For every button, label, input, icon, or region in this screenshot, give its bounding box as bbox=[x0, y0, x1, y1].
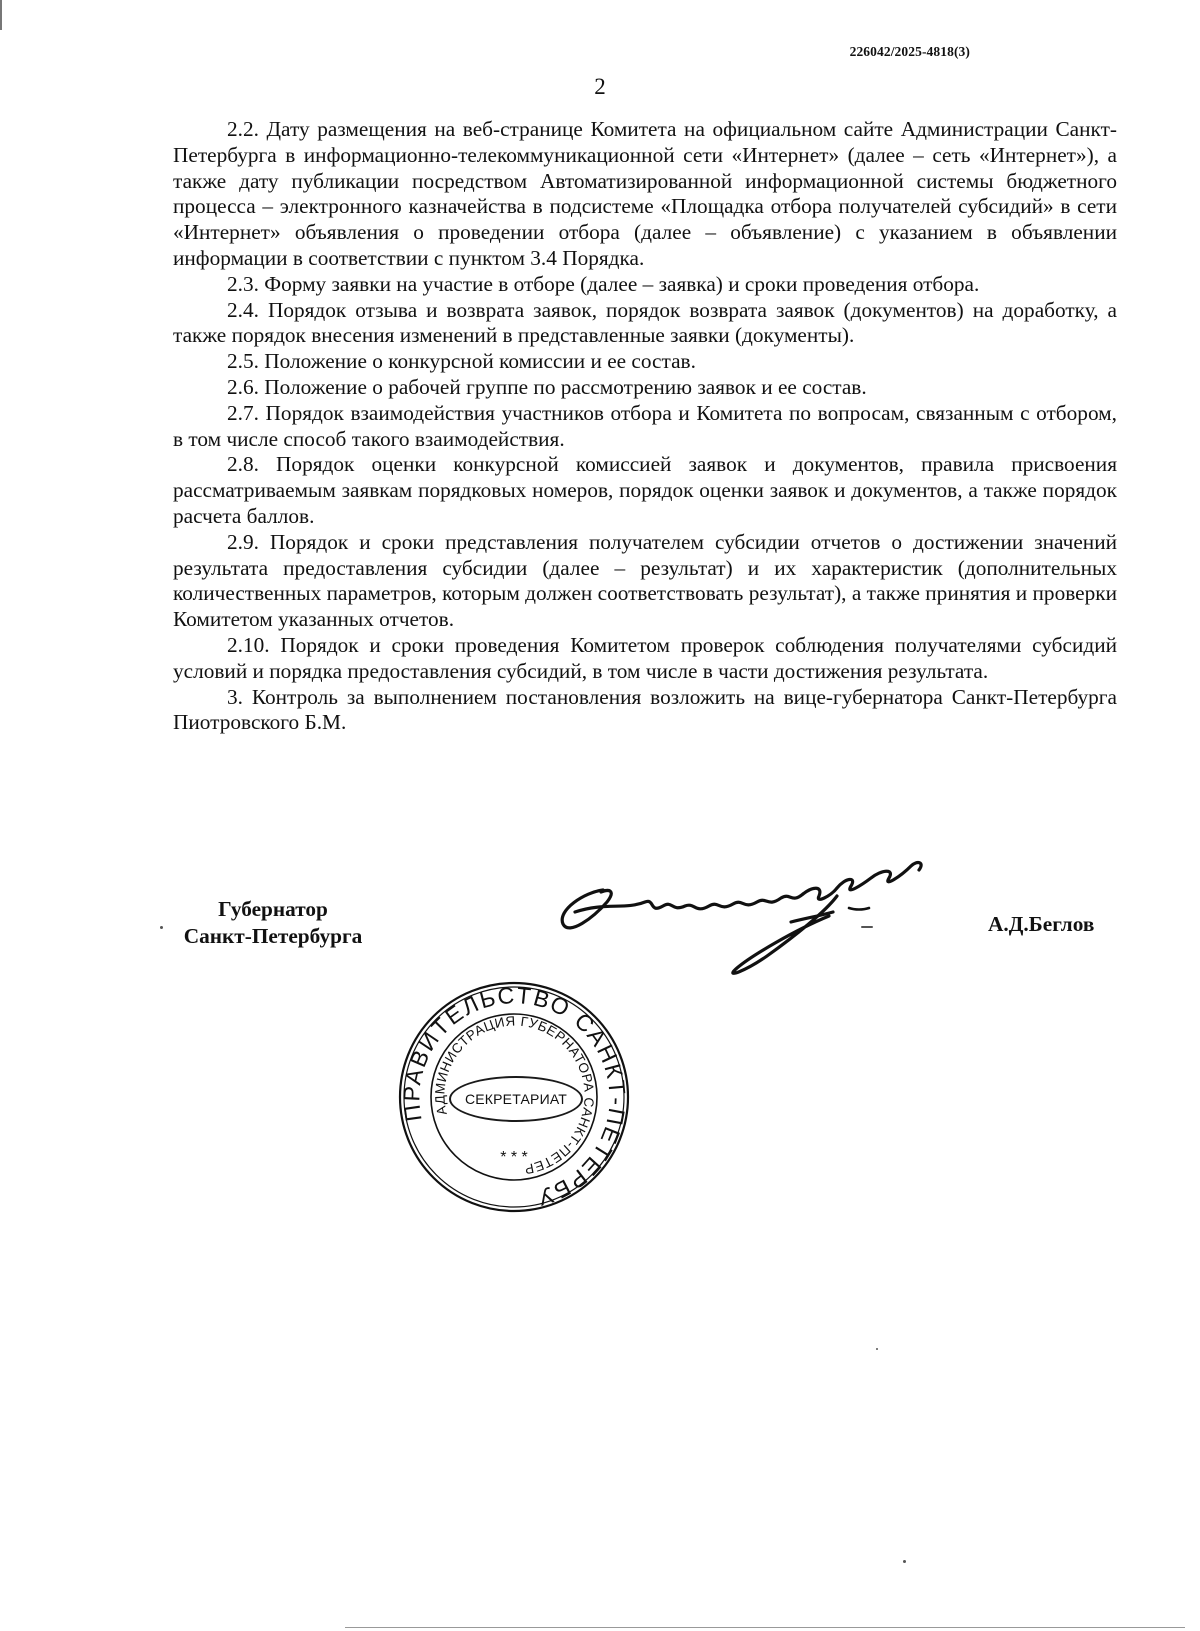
paragraph-2-9: 2.9. Порядок и сроки представления получателем субсидии отчетов о достижении значений результата предоставления субсидии (далее – результат) и их характеристик (дополнительных количественных параметров, которым должен соответствовать результат), а также принятия и проверки Комитетом указанных отчетов. bbox=[173, 529, 1117, 632]
paragraph-2-8: 2.8. Порядок оценки конкурсной комиссией заявок и документов, правила присвоения рассматриваемым заявкам порядковых номеров, порядок оценки заявок и документов, а также порядок расчета баллов. bbox=[173, 452, 1117, 528]
scan-speck bbox=[876, 1348, 878, 1350]
paragraph-2-7: 2.7. Порядок взаимодействия участников отбора и Комитета по вопросам, связанным с отбором, в том числе способ такого взаимодействия. bbox=[173, 400, 1117, 451]
signatory-title-line1: Губернатор bbox=[218, 897, 328, 921]
paragraph-2-3: 2.3. Форму заявки на участие в отборе (далее – заявка) и сроки проведения отбора. bbox=[227, 271, 980, 296]
seal-stars: * * * bbox=[500, 1149, 528, 1166]
paragraph-2-2: 2.2. Дату размещения на веб-странице Комитета на официальном сайте Администрации Санкт-Петербурга в информационно-телекоммуникационной сети «Интернет» (далее – сеть «Интернет»), а также дату публикации посредством Автоматизированной информационной системы бюджетного процесса – электронного казначейства в подсистеме «Площадка отбора получателей субсидий» в сети «Интернет» объявления о проведении отбора (далее – объявление) с указанием в объявлении информации в соответствии с пунктом 3.4 Порядка. bbox=[173, 117, 1117, 270]
paragraph-2-4: 2.4. Порядок отзыва и возврата заявок, порядок возврата заявок (документов) на доработку, а также порядок внесения изменений в представленные заявки (документы). bbox=[173, 297, 1117, 348]
seal-outer-text: ПРАВИТЕЛЬСТВО САНКТ-ПЕТЕРБУ bbox=[398, 981, 631, 1212]
paragraph-2-10: 2.10. Порядок и сроки проведения Комитетом проверок соблюдения получателями субсидий условий и порядка предоставления субсидий, в том числе в части достижения результата. bbox=[173, 632, 1117, 683]
paragraph-3: 3. Контроль за выполнением постановления возложить на вице-губернатора Санкт-Петербурга Пиотровского Б.М. bbox=[173, 684, 1117, 735]
document-number: 226042/2025-4818(3) bbox=[849, 44, 970, 59]
paragraph-2-5: 2.5. Положение о конкурсной комиссии и ее состав. bbox=[227, 349, 696, 374]
signatory-title bbox=[168, 896, 378, 950]
scan-speck bbox=[903, 1560, 906, 1563]
scan-speck bbox=[861, 926, 873, 928]
scan-speck bbox=[160, 926, 163, 929]
signatory-name: А.Д.Беглов bbox=[988, 912, 1095, 936]
paragraph-2-6: 2.6. Положение о рабочей группе по рассмотрению заявок и ее состав. bbox=[227, 374, 867, 399]
page-number: 2 bbox=[594, 74, 606, 99]
official-seal bbox=[397, 980, 631, 1214]
signatory-title-line2: Санкт-Петербурга bbox=[183, 924, 363, 948]
document-body bbox=[173, 117, 1117, 736]
scan-edge-mark bbox=[0, 0, 2, 30]
handwritten-signature bbox=[545, 852, 965, 977]
seal-inner-text: АДМИНИСТРАЦИЯ ГУБЕРНАТОРА САНКТ-ПЕТЕР bbox=[432, 1013, 597, 1177]
seal-center-label: СЕКРЕТАРИАТ bbox=[449, 1076, 583, 1122]
scan-bottom-rule bbox=[345, 1627, 1185, 1628]
